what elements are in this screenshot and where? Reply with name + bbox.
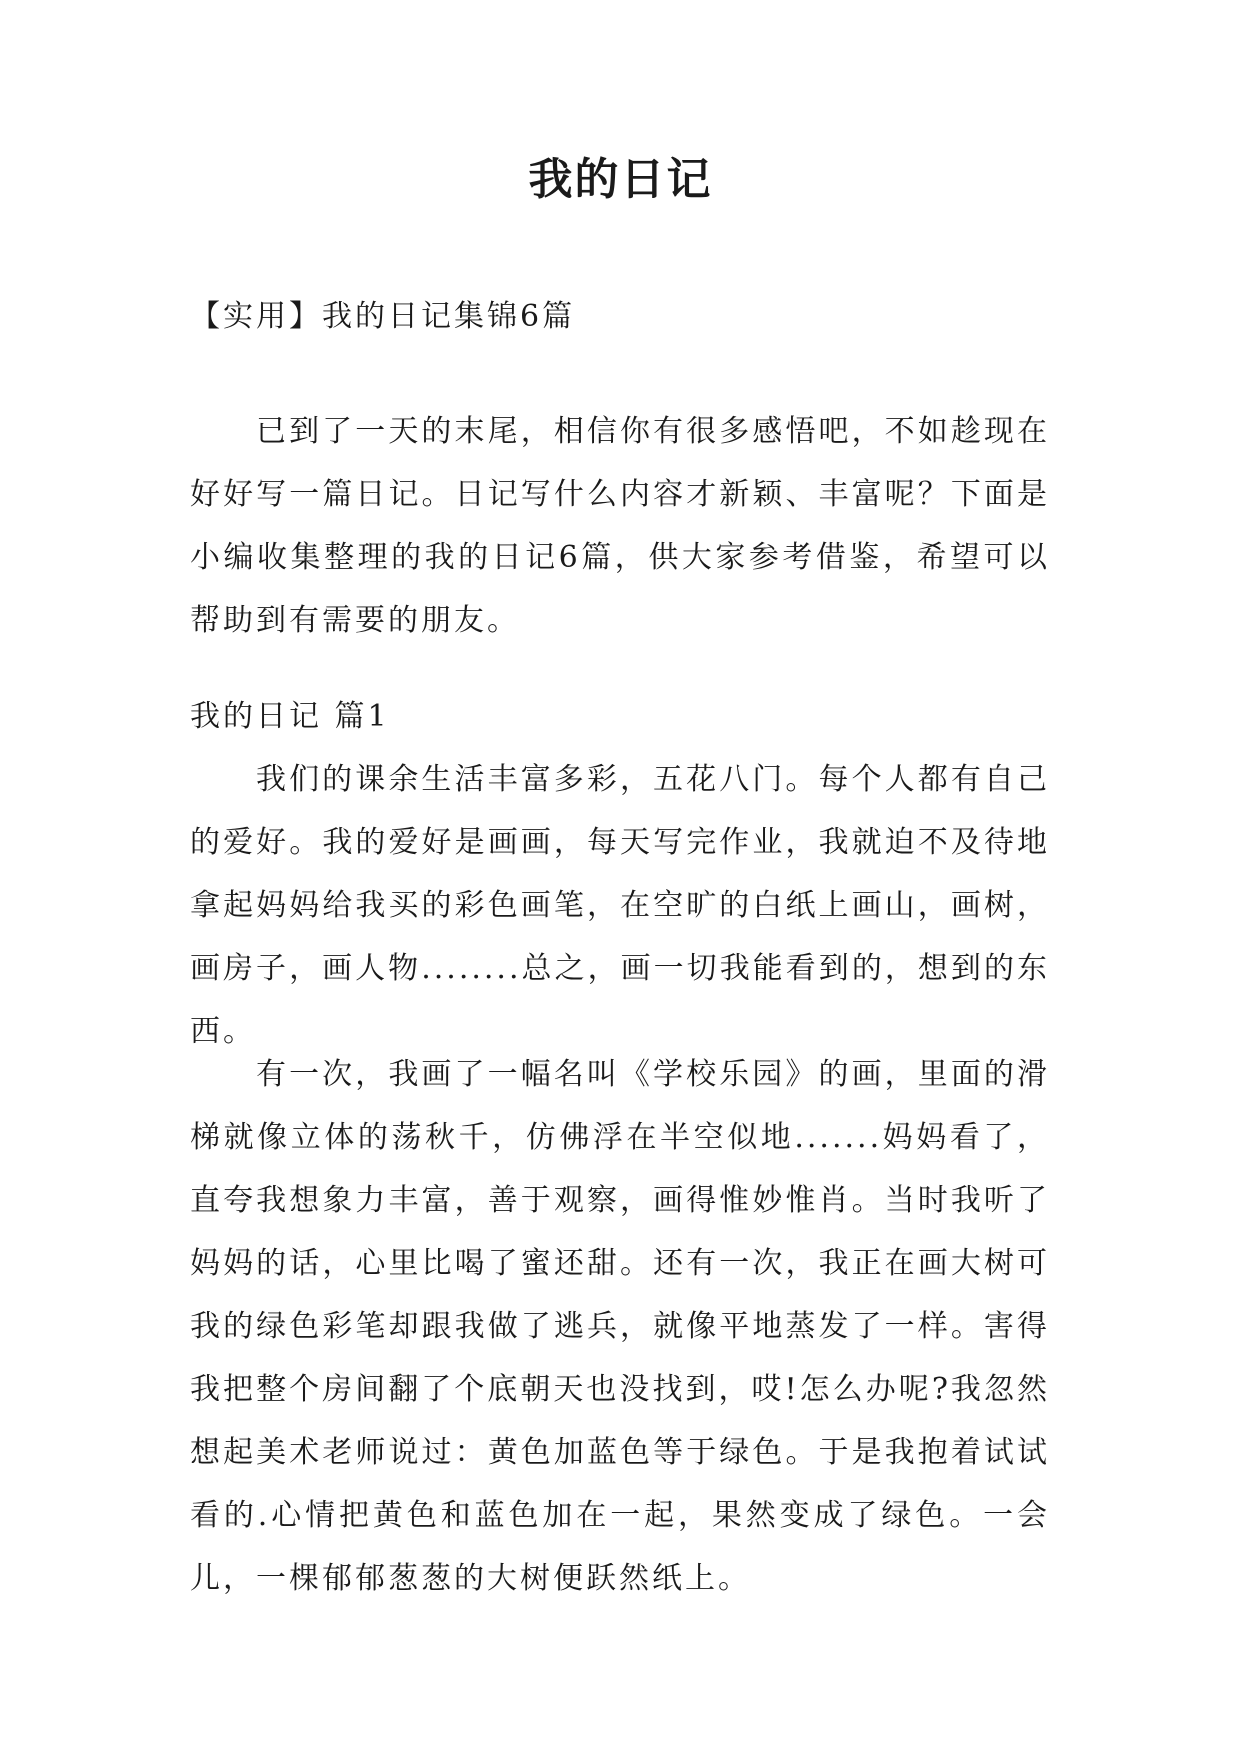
document-subtitle: 【实用】我的日记集锦6篇 [190,299,576,334]
document-title: 我的日记 [528,154,713,205]
intro-paragraph: 已到了一天的末尾，相信你有很多感悟吧，不如趁现在好好写一篇日记。日记写什么内容才新颖、丰富呢？下面是小编收集整理的我的日记6篇，供大家参考借鉴，希望可以帮助到有需要的朋友。 [190,414,1050,638]
section-heading: 我的日记 篇1 [190,699,390,734]
body-paragraph: 我们的课余生活丰富多彩，五花八门。每个人都有自己的爱好。我的爱好是画画，每天写完作业，我就迫不及待地拿起妈妈给我买的彩色画笔，在空旷的白纸上画山，画树，画房子，画人物........总之，画一切我能看到的，想到的东西。 [190,762,1050,1049]
body-paragraph: 有一次，我画了一幅名叫《学校乐园》的画，里面的滑梯就像立体的荡秋千，仿佛浮在半空似地.......妈妈看了，直夸我想象力丰富，善于观察，画得惟妙惟肖。当时我听了妈妈的话，心里比喝了蜜还甜。还有一次，我正在画大树可我的绿色彩笔却跟我做了逃兵，就像平地蒸发了一样。害得我把整个房间翻了个底朝天也没找到，哎!怎么办呢?我忽然想起美术老师说过：黄色加蓝色等于绿色。于是我抱着试试看的.心情把黄色和蓝色加在一起，果然变成了绿色。一会儿，一棵郁郁葱葱的大树便跃然纸上。 [190,1057,1050,1596]
